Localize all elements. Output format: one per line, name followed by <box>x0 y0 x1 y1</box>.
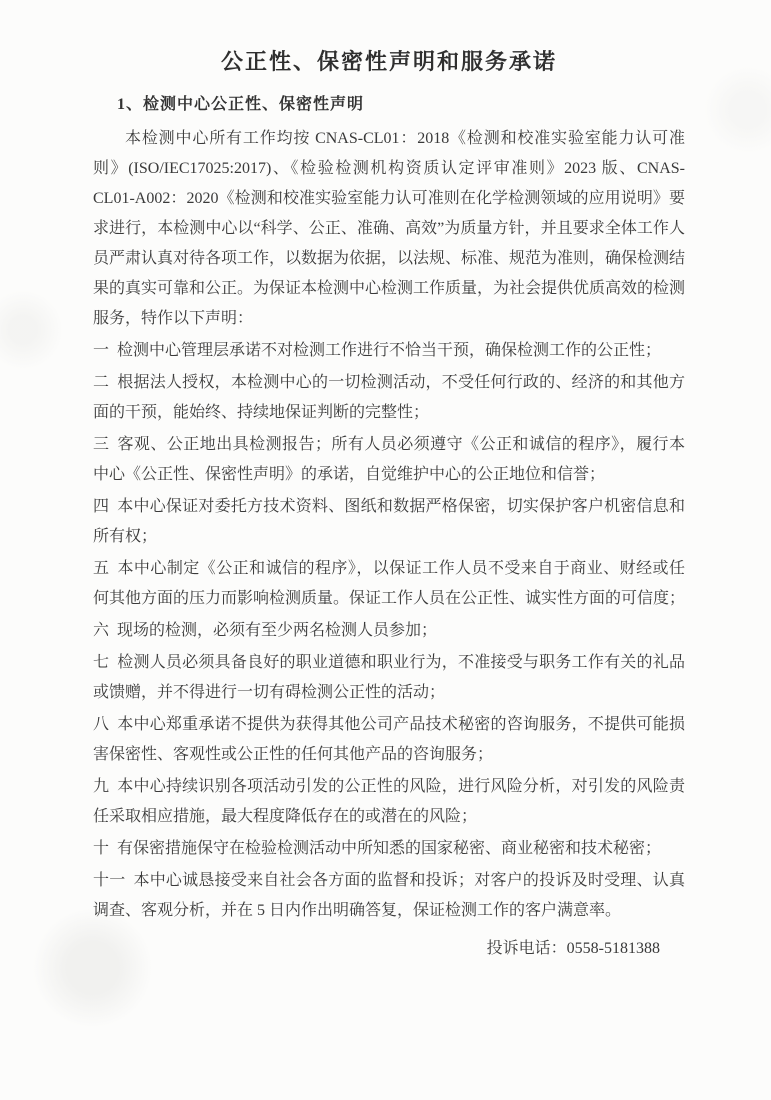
statement-item-text: 现场的检测，必须有至少两名检测人员参加； <box>117 622 438 639</box>
statement-item-number: 一 <box>93 342 110 359</box>
statement-item-number: 十一 <box>93 872 126 889</box>
statement-item-number: 四 <box>93 498 110 515</box>
statement-item-text: 客观、公正地出具检测报告；所有人员必须遵守《公正和诚信的程序》，履行本中心《公正性、保密性声明》的承诺，自觉维护中心的公正地位和信誉； <box>93 436 685 483</box>
statement-item <box>93 866 685 926</box>
statement-item-text: 检测人员必须具备良好的职业道德和职业行为，不准接受与职务工作有关的礼品或馈赠，并不得进行一切有碍检测公正性的活动； <box>93 654 685 701</box>
statement-item-number: 五 <box>93 560 110 577</box>
statement-item-number: 六 <box>93 622 110 639</box>
statement-item <box>93 492 685 552</box>
statement-item <box>93 710 685 770</box>
statement-item <box>93 772 685 832</box>
complaint-phone: 投诉电话：0558-5181388 <box>486 940 660 957</box>
statement-item-text: 本中心持续识别各项活动引发的公正性的风险，进行风险分析，对引发的风险责任采取相应措施，最大程度降低存在的或潜在的风险； <box>93 778 685 825</box>
statement-item <box>93 430 685 490</box>
statement-item <box>93 616 685 646</box>
statement-item <box>93 648 685 708</box>
intro-paragraph: 本检测中心所有工作均按 CNAS-CL01：2018《检测和校准实验室能力认可准则》(ISO/IEC17025:2017)、《检验检测机构资质认定评审准则》2023 版、CNAS-CL01-A002：2020《检测和校准实验室能力认可准则在化学检测领域的应用说明》要求进行，本检测中心以“科学、公正、准确、高效”为质量方针，并且要求全体工作人员严肃认真对待各项工作，以数据为依据，以法规、标准、规范为准则，确保检测结果的真实可靠和公正。为保证本检测中心检测工作质量，为社会提供优质高效的检测服务，特作以下声明： <box>93 130 686 327</box>
statement-list <box>93 336 685 926</box>
statement-item-text: 检测中心管理层承诺不对检测工作进行不恰当干预，确保检测工作的公正性； <box>117 342 662 359</box>
section-heading: 1、检测中心公正性、保密性声明 <box>117 96 365 113</box>
statement-item-text: 有保密措施保守在检验检测活动中所知悉的国家秘密、商业秘密和技术秘密； <box>117 840 662 857</box>
statement-item-number: 七 <box>93 654 110 671</box>
statement-item-text: 本中心郑重承诺不提供为获得其他公司产品技术秘密的咨询服务，不提供可能损害保密性、客观性或公正性的任何其他产品的咨询服务； <box>93 716 685 763</box>
statement-item-text: 本中心诚恳接受来自社会各方面的监督和投诉；对客户的投诉及时受理、认真调查、客观分析，并在 5 日内作出明确答复，保证检测工作的客户满意率。 <box>93 872 685 919</box>
statement-item <box>93 554 685 614</box>
page-title: 公正性、保密性声明和服务承诺 <box>220 49 557 74</box>
statement-item-number: 三 <box>93 436 110 453</box>
statement-item-text: 本中心制定《公正和诚信的程序》，以保证工作人员不受来自于商业、财经或任何其他方面的压力而影响检测质量。保证工作人员在公正性、诚实性方面的可信度； <box>93 560 686 607</box>
statement-item-number: 十 <box>93 840 110 857</box>
statement-item-number: 八 <box>93 716 110 733</box>
statement-item-text: 本中心保证对委托方技术资料、图纸和数据严格保密，切实保护客户机密信息和所有权； <box>93 498 685 545</box>
statement-item-number: 九 <box>93 778 110 795</box>
statement-item-number: 二 <box>93 374 110 391</box>
statement-item <box>93 368 685 428</box>
statement-item <box>93 834 685 864</box>
statement-item-text: 根据法人授权，本检测中心的一切检测活动，不受任何行政的、经济的和其他方面的干预，能始终、持续地保证判断的完整性； <box>93 374 685 421</box>
statement-item <box>93 336 685 366</box>
